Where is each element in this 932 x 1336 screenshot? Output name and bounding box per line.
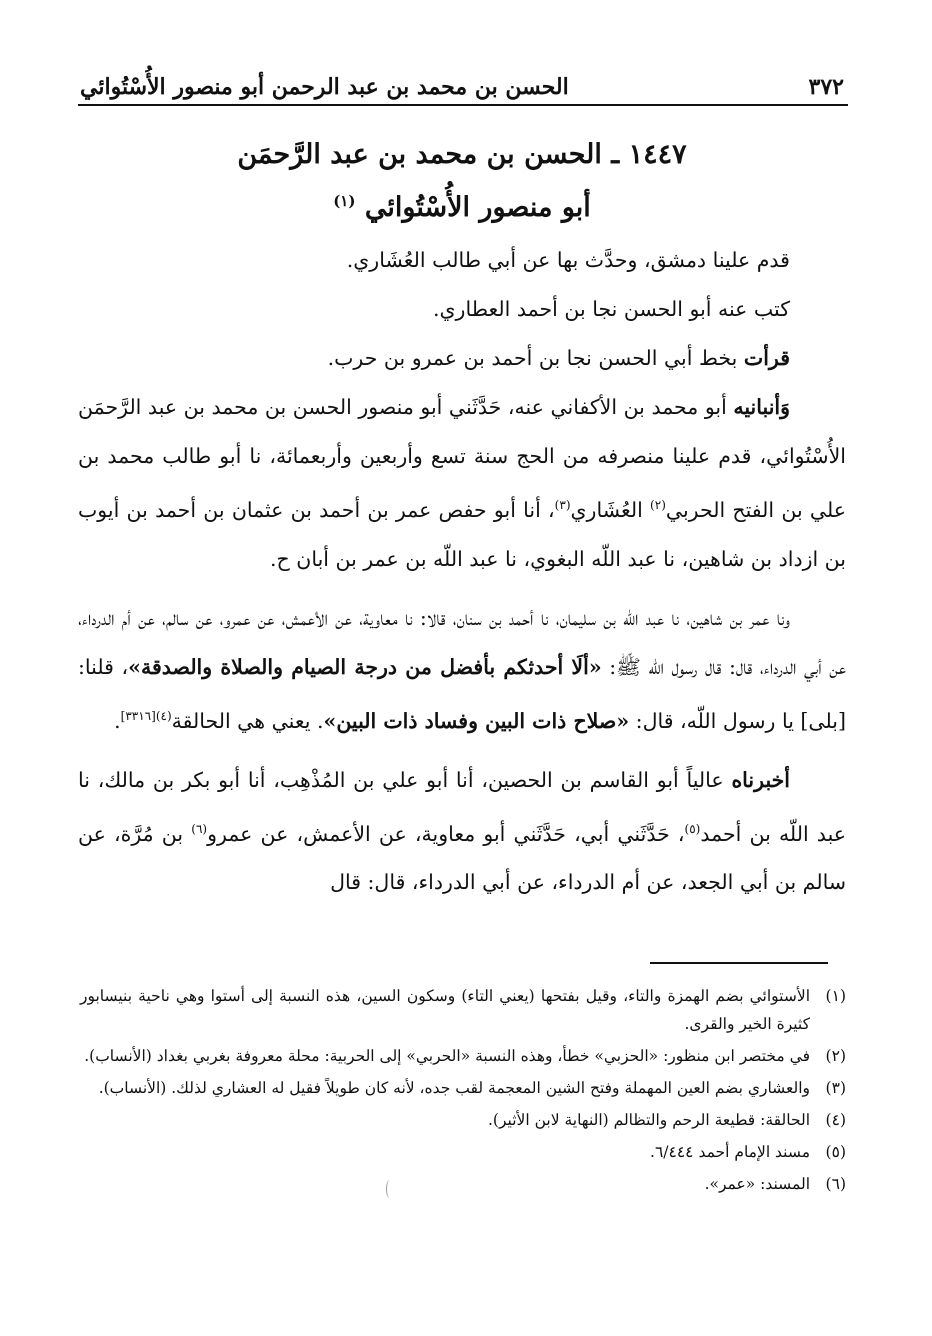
paragraph-2: كتب عنه أبو الحسن نجا بن أحمد العطاري. — [433, 297, 790, 321]
paragraph-5-end: . — [114, 708, 121, 733]
body-text — [78, 236, 846, 907]
paragraph-6-text-b: ، حَدَّثَني أبي، حَدَّثَني أبو معاوية، عن الأعمش، عن عمرو — [207, 821, 685, 846]
footnote-item — [80, 1106, 846, 1134]
paragraph-5-text-c: . يعني هي الحالقة — [171, 708, 324, 733]
paragraph-5-text-b: ، قلنا: [بلى] يا رسول اللّه، قال: — [78, 654, 846, 733]
entry-title-line1: ١٤٤٧ ـ الحسن بن محمد بن عبد الرَّحمَن — [237, 139, 687, 170]
footnote-text: والعشاري بضم العين المهملة وفتح الشين المعجمة لقب جده، لأنه كان طويلاً فقيل له العشاري لذلك. (الأنساب). — [98, 1079, 810, 1097]
page-number: ٣٧٢ — [808, 74, 844, 100]
footnotes — [80, 982, 846, 1202]
footnote-ref-5: (٥) — [684, 821, 701, 836]
footnote-text: مسند الإمام أحمد ٦/٤٤٤. — [650, 1143, 810, 1161]
source-reference: [٣٣١٦] — [120, 708, 156, 723]
footnote-text: الأستوائي بضم الهمزة والتاء، وقيل بفتحها (يعني التاء) وسكون السين، هذه النسبة إلى أستوا وهي ناحية بنيسابور كثيرة الخير والقرى. — [80, 987, 810, 1033]
footnote-item — [80, 1170, 846, 1198]
footnote-item — [80, 982, 846, 1038]
paragraph-6 — [78, 756, 846, 908]
footnote-number: (٤) — [825, 1111, 846, 1129]
paragraph-6-text-c: بن مُرَّة، عن سالم بن أبي الجعد، عن أم الدرداء، عن أبي الدرداء، قال: قال — [78, 821, 846, 895]
paragraph-1: قدم علينا دمشق، وحدَّث بها عن أبي طالب العُشَاري. — [346, 248, 790, 272]
footnote-ref-4: (٤) — [155, 708, 172, 723]
footnote-item — [80, 1074, 846, 1102]
running-header — [80, 60, 844, 100]
footnote-ref-1: (١) — [333, 192, 356, 210]
footnote-rule — [650, 962, 828, 964]
footnote-ref-3: (٣) — [554, 498, 571, 512]
paragraph-6-lead: أخبرناه — [731, 767, 790, 792]
stray-pen-mark — [386, 1180, 393, 1198]
paragraph-5-text-a: ونا عمر بن شاهين، نا عبد اللّه بن سليمان، نا أحمد بن سنان، قالا: نا معاوية، عن الأعمش، عن عمرو، عن سالم، عن أم الدرداء، عن أبي الدرداء، قال: قال رسول اللّه ﷺ: — [78, 605, 846, 679]
paragraph-6-text-a: عالياً أبو القاسم بن الحصين، أنا أبو علي بن المُذْهِب، أنا أبو بكر بن مالك، نا عبد اللّه بن أحمد — [78, 767, 846, 846]
paragraph-4-lead: وَأنبانيه — [733, 395, 790, 419]
paragraph-4 — [78, 383, 846, 584]
footnote-text: في مختصر ابن منظور: «الحزبي» خطأ، وهذه النسبة «الحربي» إلى الحربية: محلة معروفة بغربي بغداد (الأنساب). — [84, 1047, 810, 1065]
entry-title — [80, 132, 844, 231]
footnote-number: (٦) — [825, 1175, 846, 1193]
paragraph-4-text-b: العُشَاري — [570, 497, 651, 522]
footnote-ref-2: (٢) — [650, 498, 666, 512]
footnote-number: (١) — [825, 987, 846, 1005]
footnote-number: (٥) — [825, 1143, 846, 1161]
paragraph-5 — [78, 594, 846, 746]
footnote-text: المسند: «عمر». — [704, 1175, 810, 1193]
paragraph-4-text-c: ، أنا أبو حفص عمر بن أحمد بن عثمان بن أحمد بن أيوب بن ازداد بن شاهين، نا عبد اللّه البغوي، نا عبد اللّه بن عمر بن أبان ح. — [78, 497, 846, 571]
entry-title-line2 — [80, 178, 844, 231]
paragraph-3 — [78, 334, 846, 383]
paragraph-3-text: بخط أبي الحسن نجا بن أحمد بن عمرو بن حرب. — [327, 346, 744, 370]
header-rule — [78, 104, 848, 106]
footnote-item — [80, 1138, 846, 1166]
footnote-number: (٢) — [825, 1047, 846, 1065]
entry-title-name: أبو منصور الأُسْتُوائي — [364, 192, 591, 223]
footnote-item — [80, 1042, 846, 1070]
hadith-quote-1: «ألَا أحدثكم بأفضل من درجة الصيام والصلاة والصدقة» — [128, 654, 602, 679]
paragraph-3-lead: قرأت — [743, 346, 790, 370]
footnote-ref-6: (٦) — [191, 821, 208, 836]
footnote-number: (٣) — [825, 1079, 846, 1097]
running-title: الحسن بن محمد بن عبد الرحمن أبو منصور الأُسْتُوائي — [80, 74, 569, 100]
footnote-text: الحالقة: قطيعة الرحم والتظالم (النهاية لابن الأثير). — [487, 1111, 810, 1129]
paragraph-4-text-a: أبو محمد بن الأكفاني عنه، حَدَّثَني أبو منصور الحسن بن محمد بن عبد الرَّحمَن الأُسْتُوائي، قدم علينا منصرفه من الحج سنة تسع وأربعين وأربعمائة، نا أبو طالب محمد بن علي بن الفتح الحربي — [78, 395, 846, 522]
hadith-quote-2: «صلاح ذات البين وفساد ذات البين» — [323, 708, 630, 733]
